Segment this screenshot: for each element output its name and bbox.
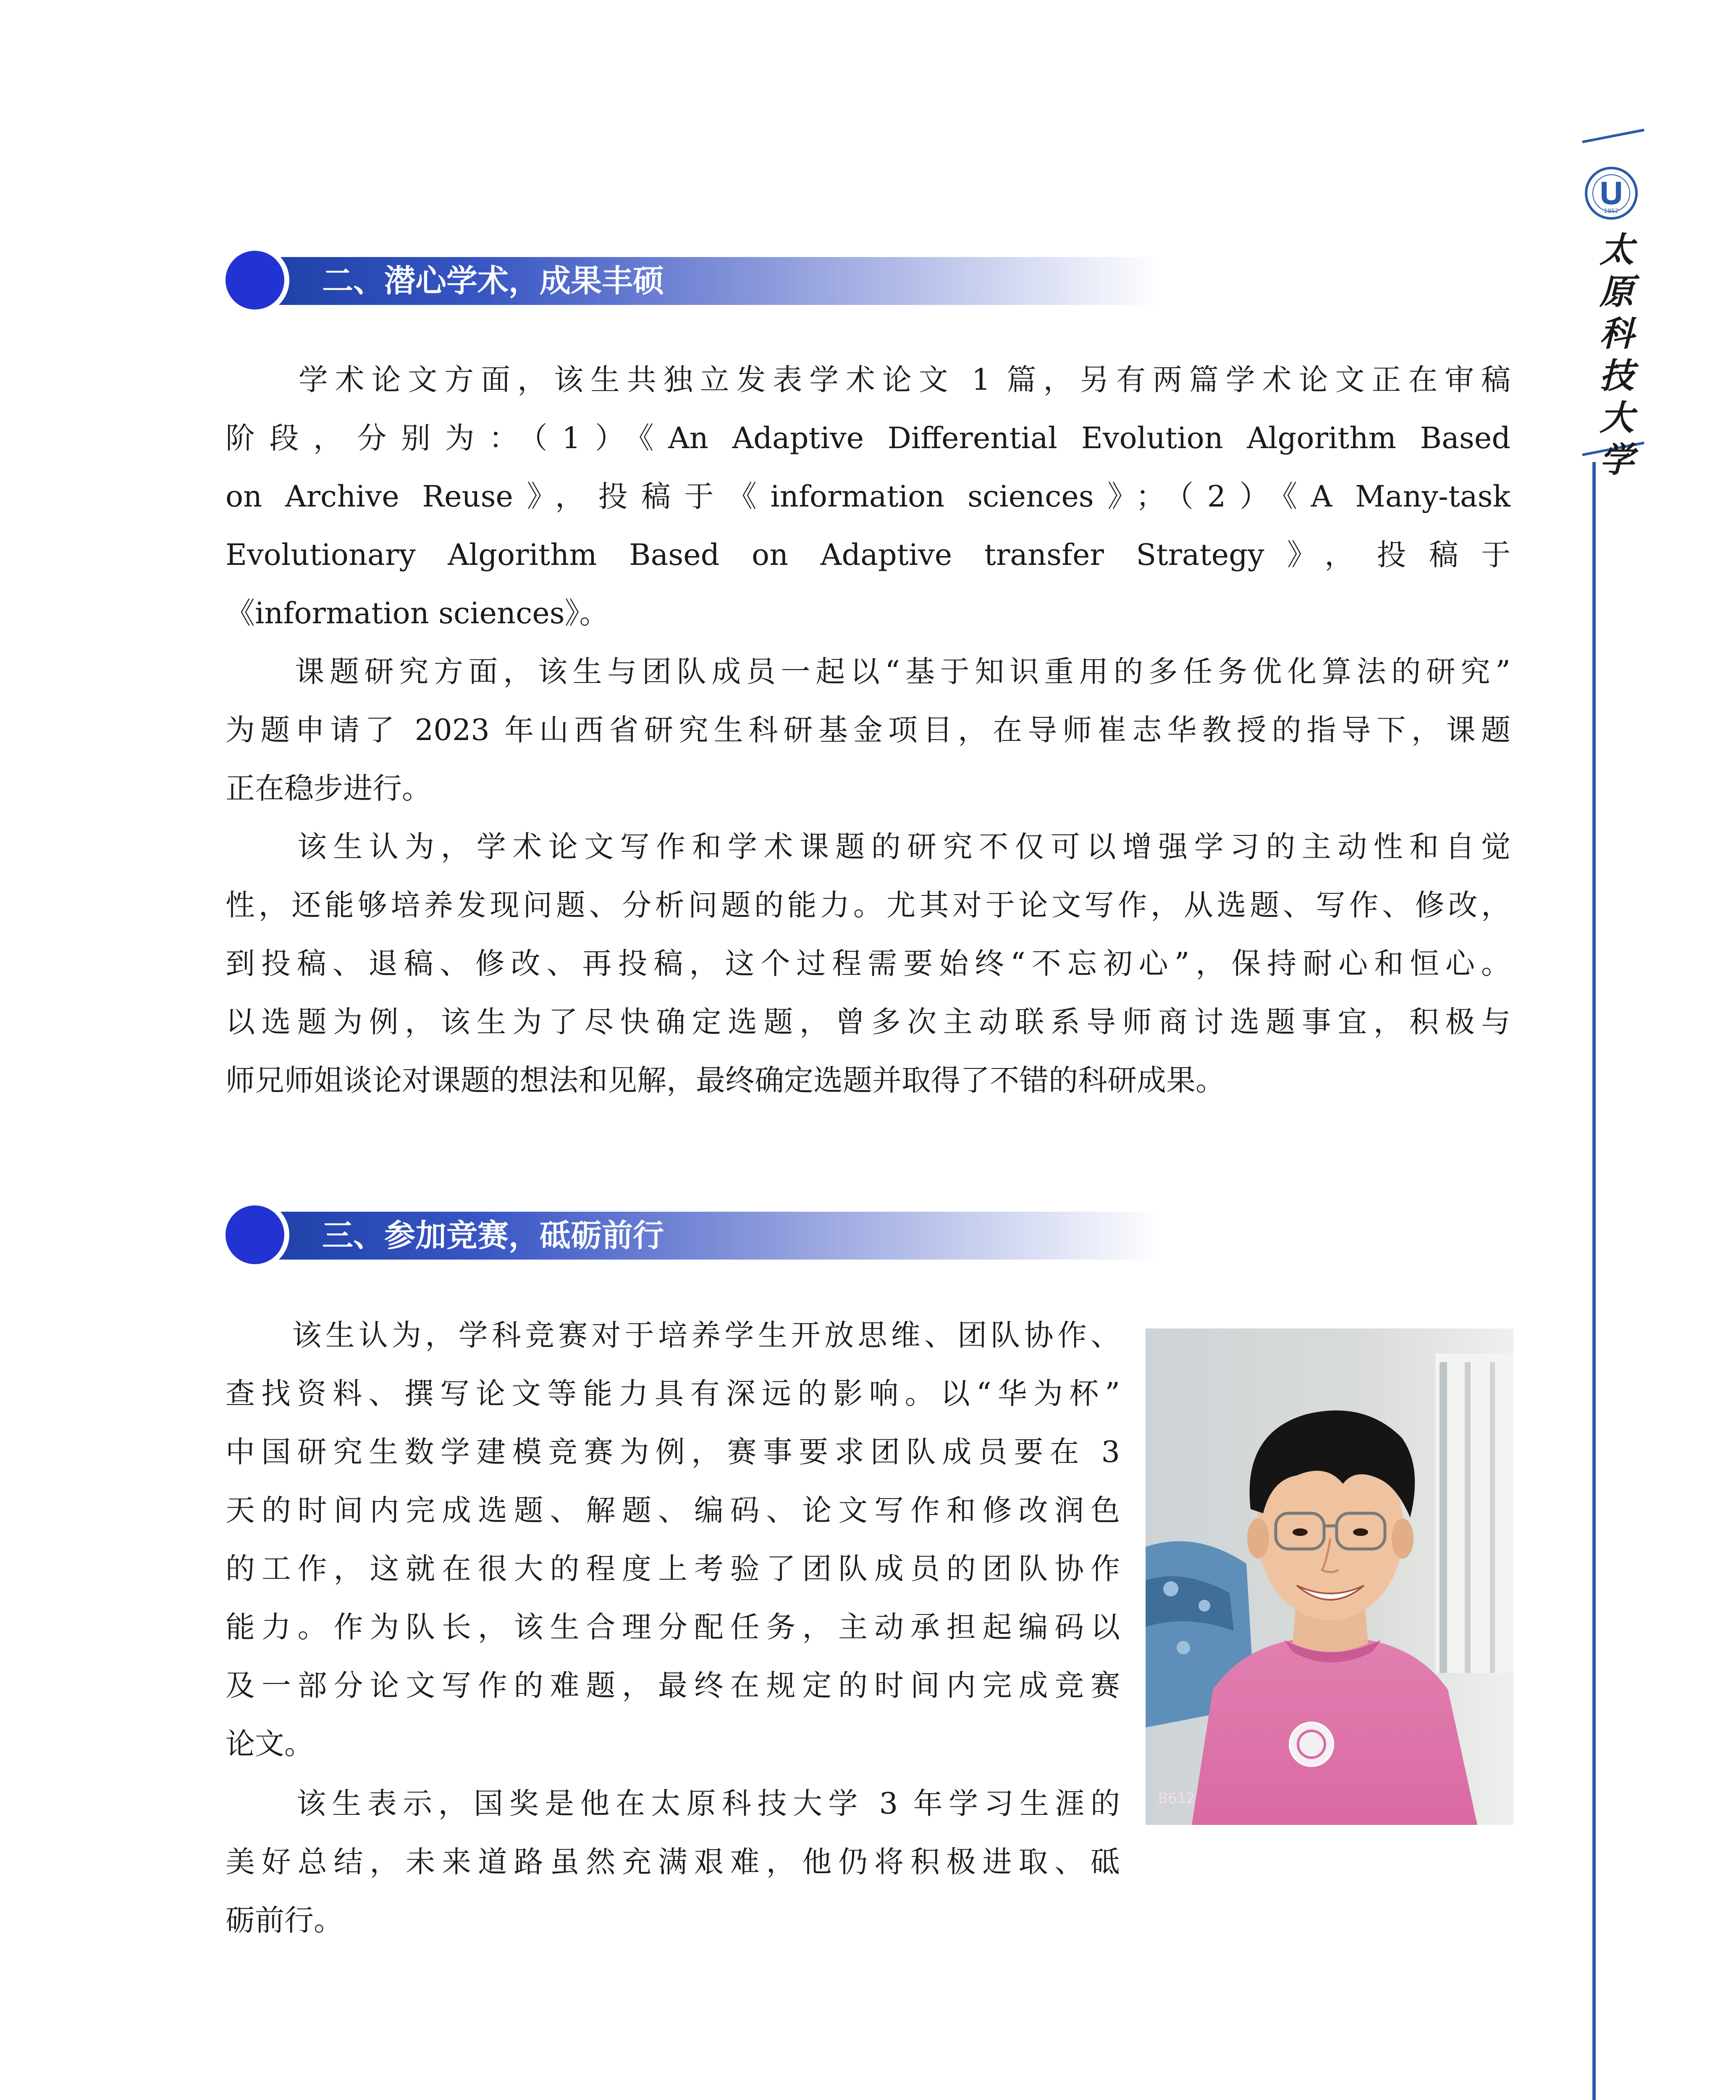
svg-text:1952: 1952	[1604, 208, 1619, 215]
text-line: 师兄师姐谈论对课题的想法和见解，最终确定选题并取得了不错的科研成果。	[226, 1063, 1225, 1097]
text-line: 《information sciences》。	[226, 596, 609, 630]
text-line: 能力。作为队长，该生合理分配任务，主动承担起编码以	[226, 1610, 1120, 1644]
section-heading-bullet	[226, 1205, 284, 1264]
paragraph-papers	[226, 351, 1510, 643]
paragraph-national-scholarship	[226, 1774, 1120, 1950]
paragraph-research-project	[226, 643, 1510, 818]
text-line: 砺前行。	[226, 1903, 343, 1937]
section-heading-academic	[226, 251, 1162, 310]
student-photo	[1146, 1328, 1513, 1825]
side-rule-vertical	[1592, 462, 1596, 2100]
text-line: 该生认为，学术论文写作和学术课题的研究不仅可以增强学习的主动性和自觉	[226, 830, 1510, 864]
section-title: 二、潜心学术，成果丰硕	[322, 263, 664, 299]
text-line: 论文。	[226, 1727, 314, 1761]
text-line: 正在稳步进行。	[226, 771, 431, 806]
section-heading-competition	[226, 1205, 1162, 1264]
text-line: 查找资料、撰写论文等能力具有深远的影响。以“华为杯”	[226, 1376, 1120, 1411]
university-seal-icon	[1584, 166, 1639, 220]
side-rule-top	[1582, 129, 1644, 143]
university-name-vertical: 太原科技大学	[1600, 230, 1634, 480]
text-line: 到投稿、退稿、修改、再投稿，这个过程需要始终“不忘初心”，保持耐心和恒心。	[226, 946, 1510, 981]
section-heading-bullet	[226, 251, 284, 310]
text-line: 学术论文方面，该生共独立发表学术论文 1 篇，另有两篇学术论文正在审稿	[226, 362, 1510, 397]
text-line: 天的时间内完成选题、解题、编码、论文写作和修改润色	[226, 1493, 1120, 1528]
paragraph-competition	[226, 1306, 1120, 1773]
text-line: 以选题为例，该生为了尽快确定选题，曾多次主动联系导师商讨选题事宜，积极与	[226, 1005, 1510, 1039]
text-line: 及一部分论文写作的难题，最终在规定的时间内完成竞赛	[226, 1668, 1120, 1703]
text-line: 为题申请了 2023 年山西省研究生科研基金项目，在导师崔志华教授的指导下，课题	[226, 713, 1510, 747]
text-line: 课题研究方面，该生与团队成员一起以“基于知识重用的多任务优化算法的研究”	[226, 654, 1510, 689]
section-title: 三、参加竞赛，砥砺前行	[322, 1218, 664, 1254]
text-line: 该生表示，国奖是他在太原科技大学 3 年学习生涯的	[226, 1786, 1120, 1821]
text-line: 的工作，这就在很大的程度上考验了团队成员的团队协作	[226, 1551, 1120, 1586]
text-line: 阶段，分别为：（1）《An Adaptive Differential Evolution Algorithm Based	[226, 421, 1510, 455]
text-line: Evolutionary Algorithm Based on Adaptive transfer Strategy》，投稿于	[226, 538, 1510, 572]
text-line: 中国研究生数学建模竞赛为例，赛事要求团队成员要在 3	[226, 1435, 1120, 1469]
paragraph-research-view	[226, 818, 1510, 1110]
text-line: 该生认为，学科竞赛对于培养学生开放思维、团队协作、	[226, 1318, 1120, 1352]
shirt-print-text: B612	[1158, 1790, 1196, 1807]
text-line: on Archive Reuse》，投稿于《information sciences》；（2）《A Many-task	[226, 479, 1510, 514]
text-line: 美好总结，未来道路虽然充满艰难，他仍将积极进取、砥	[226, 1845, 1120, 1879]
text-line: 性，还能够培养发现问题、分析问题的能力。尤其对于论文写作，从选题、写作、修改，	[226, 888, 1510, 922]
